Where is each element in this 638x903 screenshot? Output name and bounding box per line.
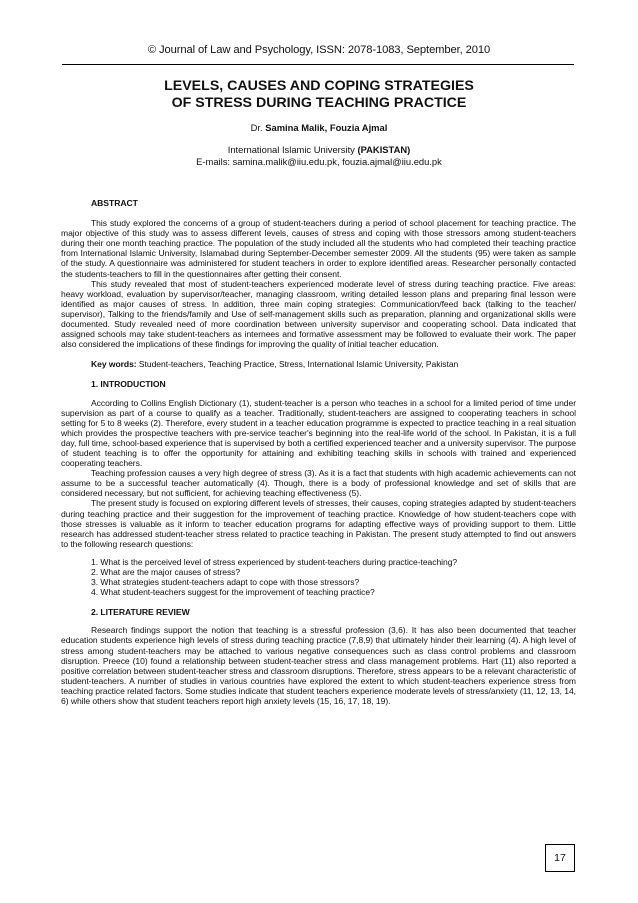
keywords xyxy=(61,359,576,369)
research-question: 3. What strategies student-teachers adapt to cope with those stressors? xyxy=(91,577,360,588)
affiliation xyxy=(60,144,578,156)
research-question: 4. What student-teachers suggest for the improvement of teaching practice? xyxy=(91,587,375,598)
research-questions xyxy=(61,557,576,597)
introduction-paragraph-1: According to Collins English Dictionary (1), student-teacher is a person who teaches in a school for a limited period of time under supervision as part of a course to qualify as a teacher. Traditionally, student-teachers are assigned to cooperating teachers in school setting for 5 to 8 weeks (2). Therefore, every student in a teacher education programme is expected to practice teaching in a real situation which provides the prospective teachers with pre-service teacher's beginning into the real-life world of the school. In Pakistan, it is a full day, full time, school-based experience that is supervised by both a certified experienced teacher and a university supervisor. The purpose of student teaching is to offer the opportunity for attaining and exhibiting teaching skills in schools with trained and experienced cooperating teachers. xyxy=(61,397,576,469)
research-question: 1. What is the perceived level of stress experienced by student-teachers during practice-teaching? xyxy=(91,556,458,567)
author-prefix: Dr. xyxy=(250,122,263,133)
paper-body xyxy=(61,198,576,706)
literature-review-heading: 2. LITERATURE REVIEW xyxy=(91,607,190,618)
literature-review-paragraph-1: Research findings support the notion that teaching is a stressful profession (3,6). It has also been documented that teacher education students experience high levels of stress during teaching practice (7,8,9) that ultimately hinder their learning (4). A high level of stress among student-teachers may be attached to various negative consequences such as class control problems and classroom disruption. Preece (10) found a relationship between student-teacher stress and class management problems. Hart (11) also reported a positive correlation between student-teacher stress and classroom disruptions. Therefore, stress appears to be a relevant characteristic of student-teachers. A number of studies in various countries have explored the extent to which student-teachers experience stress from teaching practice related factors. Some studies indicate that student teachers experience moderate levels of stress/anxiety (11, 12, 13, 14, 6) while others show that student teachers report high anxiety levels (15, 16, 17, 18, 19). xyxy=(61,625,576,707)
paper-title xyxy=(60,78,578,112)
affiliation-block xyxy=(60,144,578,168)
introduction-paragraph-3: The present study is focused on exploring different levels of stresses, their causes, coping strategies adapted by student-teachers during teaching practice and their suggestion for the improvement of teaching practice. Knowledge of how student-teachers cope with those stresses is valuable as it inform to teacher education programs for adapting effective ways of providing support to them. Little research has addressed student-teacher stress related to practice teaching in Pakistan. The present study attempted to find out answers to the following research questions: xyxy=(61,498,576,549)
research-question: 2. What are the major causes of stress? xyxy=(91,567,241,577)
keywords-label: Key words: xyxy=(91,359,137,370)
affiliation-name: International Islamic University xyxy=(227,144,355,155)
abstract-paragraph-2: This study revealed that most of student-teachers experienced moderate level of stress during teaching practice. Five areas: heavy workload, evaluation by supervisor/teacher, managing classroom, writing detailed lesson plans and preparing final lesson were identified as major causes of stress. In addition, three main coping strategies: Communication/feed back (talking to the teacher/ supervisor), Talking to the friends/family and Use of self-management skills such as preparation, planning and organizational skills were documented. Study revealed need of more coordination between university supervisor and cooperating school. Data indicated that assigned schools may take student-teachers as internees and formative assessment may be followed to evaluate their work. The paper also considered the implications of these findings for improving the quality of initial teacher education. xyxy=(61,278,576,350)
keywords-text: Student-teachers, Teaching Practice, Stress, International Islamic University, Pakistan xyxy=(138,359,459,370)
author-line xyxy=(60,122,578,133)
title-line-2: OF STRESS DURING TEACHING PRACTICE xyxy=(171,95,467,111)
abstract-paragraph-1: This study explored the concerns of a group of student-teachers during a period of school placement for teaching practice. The major objective of this study was to assess different levels, causes of stress and coping with those stressors among student-teachers during their one month teaching practice. The population of the study included all the students who had completed their teaching practice from International Islamic University, Islamabad during September-December semester 2009. All the students (95) were taken as sample of the study. A questionnaire was administered for student teachers in order to explore identified areas. Researcher personally contacted the students-teachers to fill in the questionnaires after getting their consent. xyxy=(61,218,576,279)
title-line-1: LEVELS, CAUSES AND COPING STRATEGIES xyxy=(164,78,474,94)
header-rule xyxy=(62,64,574,65)
running-head: © Journal of Law and Psychology, ISSN: 2078-1083, September, 2010 xyxy=(147,44,491,56)
introduction-heading: 1. INTRODUCTION xyxy=(91,379,166,390)
affiliation-country: (PAKISTAN) xyxy=(357,144,411,155)
author-emails: E-mails: samina.malik@iiu.edu.pk, fouzia.ajmal@iiu.edu.pk xyxy=(196,156,442,167)
page-number: 17 xyxy=(545,844,575,872)
introduction-paragraph-2: Teaching profession causes a very high degree of stress (3). As it is a fact that students with high academic achievements can not assume to be a successful teacher automatically (4). Though, there is a body of professional knowledge and set of skills that are considered necessary, but not sufficient, for achieving teaching effectiveness (5). xyxy=(61,468,576,499)
author-names: Samina Malik, Fouzia Ajmal xyxy=(265,122,388,133)
abstract-heading: ABSTRACT xyxy=(91,198,138,208)
